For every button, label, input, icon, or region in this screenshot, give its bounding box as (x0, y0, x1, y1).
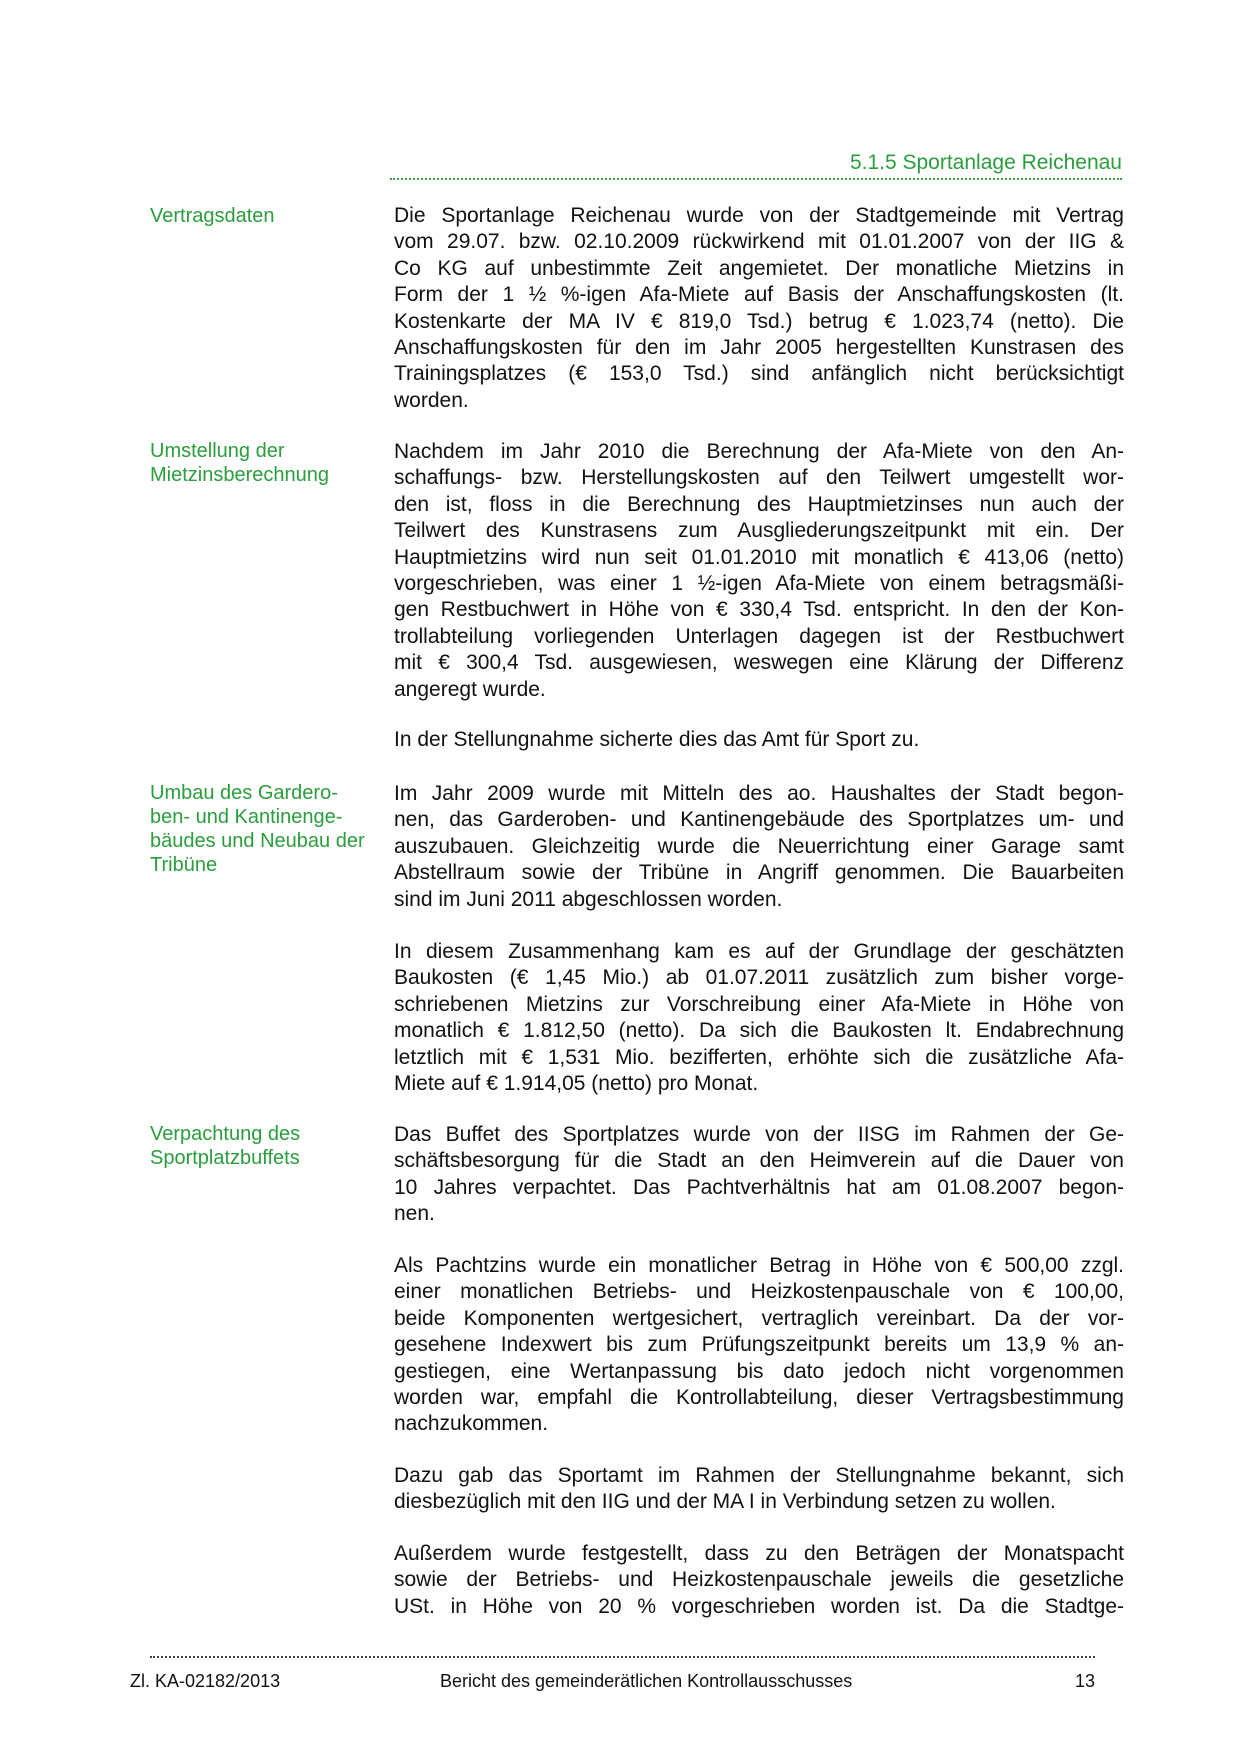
paragraph-umstellung (394, 439, 1124, 703)
text-line: mit € 300,4 Tsd. ausgewiesen, weswegen eine Klärung der Differenz (394, 651, 1124, 675)
footer-divider (150, 1656, 1095, 1658)
text-line: einer monatlichen Betriebs- und Heizkostenpauschale von € 100,00, (394, 1280, 1124, 1304)
text-line: schriebenen Mietzins zur Vorschreibung einer Afa-Miete in Höhe von (394, 992, 1124, 1016)
sidenote-umstellung (150, 439, 390, 487)
text-line: Im Jahr 2009 wurde mit Mitteln des ao. Haushaltes der Stadt begon- (394, 782, 1124, 805)
text-line: Die Sportanlage Reichenau wurde von der Stadtgemeinde mit Vertrag (394, 204, 1124, 227)
text-line: Außerdem wurde festgestellt, dass zu den Beträgen der Monatspacht (394, 1542, 1124, 1565)
sidenote-line: ben- und Kantinenge- (150, 806, 343, 828)
text-line: worden war, empfahl die Kontrollabteilung, dieser Vertragsbestimmung (394, 1386, 1124, 1410)
text-line: Baukosten (€ 1,45 Mio.) ab 01.07.2011 zusätzlich zum bisher vorge- (394, 966, 1124, 990)
paragraph-verpachtung (394, 1122, 1124, 1228)
text-line: sind im Juni 2011 abgeschlossen worden. (394, 887, 783, 911)
footer-reference: Zl. KA-02182/2013 (130, 1671, 281, 1691)
text-line: letztlich mit € 1,531 Mio. bezifferten, erhöhte sich die zusätzliche Afa- (394, 1045, 1124, 1069)
sidenote-line: Vertragsdaten (150, 205, 275, 227)
text-line: monatlich € 1.812,50 (netto). Da sich die Baukosten lt. Endabrechnung (394, 1019, 1124, 1043)
text-line: Co KG auf unbestimmte Zeit angemietet. Der monatliche Mietzins in (394, 256, 1124, 280)
section-title: 5.1.5 Sportanlage Reichenau (849, 151, 1122, 174)
sidenote-verpachtung (150, 1122, 390, 1170)
header-divider (390, 178, 1122, 180)
page-number: 13 (1074, 1671, 1095, 1691)
text-line: Trainingsplatzes (€ 153,0 Tsd.) sind anfänglich nicht berücksichtigt (394, 362, 1124, 386)
footer-report-title: Bericht des gemeinderätlichen Kontrollausschusses (440, 1671, 853, 1691)
text-line: Abstellraum sowie der Tribüne in Angriff genommen. Die Bauarbeiten (394, 861, 1124, 885)
text-line: Das Buffet des Sportplatzes wurde von der IISG im Rahmen der Ge- (394, 1123, 1124, 1146)
text-line: angeregt wurde. (394, 677, 546, 701)
text-line: USt. in Höhe von 20 % vorgeschrieben worden ist. Da die Stadtge- (394, 1594, 1124, 1618)
text-line: In der Stellungnahme sicherte dies das Amt für Sport zu. (394, 728, 920, 751)
text-line: gestiegen, eine Wertanpassung bis dato jedoch nicht vorgenommen (394, 1359, 1124, 1383)
text-line: Als Pachtzins wurde ein monatlicher Betrag in Höhe von € 500,00 zzgl. (394, 1254, 1124, 1277)
text-line: Miete auf € 1.914,05 (netto) pro Monat. (394, 1072, 759, 1096)
text-line: Dazu gab das Sportamt im Rahmen der Stellungnahme bekannt, sich (394, 1464, 1124, 1487)
text-line: nen. (394, 1202, 435, 1226)
sidenote-line: Umbau des Gardero- (150, 782, 338, 804)
text-line: Form der 1 ½ %-igen Afa-Miete auf Basis der Anschaffungskosten (lt. (394, 283, 1124, 307)
text-line: sowie der Betriebs- und Heizkostenpauschale jeweils die gesetzliche (394, 1568, 1124, 1592)
text-line: schäftsbesorgung für die Stadt an den Heimverein auf die Dauer von (394, 1149, 1124, 1173)
text-line: Anschaffungskosten für den im Jahr 2005 hergestellten Kunstrasen des (394, 336, 1124, 360)
text-line: vorgeschrieben, was einer 1 ½-igen Afa-Miete von einem betragsmäßi- (394, 572, 1124, 596)
sidenote-line: Verpachtung des (150, 1123, 301, 1145)
text-line: In diesem Zusammenhang kam es auf der Grundlage der geschätzten (394, 940, 1124, 963)
text-line: den ist, floss in die Berechnung des Hauptmietzinses nun auch der (394, 492, 1124, 516)
text-line: vom 29.07. bzw. 02.10.2009 rückwirkend mit 01.01.2007 von der IIG & (394, 230, 1124, 254)
text-line: Teilwert des Kunstrasens zum Ausgliederungszeitpunkt mit ein. Der (394, 519, 1124, 543)
text-line: gesehene Indexwert bis zum Prüfungszeitpunkt bereits um 13,9 % an- (394, 1333, 1124, 1357)
sidenote-line: Umstellung der (150, 440, 285, 462)
text-line: auszubauen. Gleichzeitig wurde die Neuerrichtung einer Garage samt (394, 834, 1124, 858)
text-line: schaffungs- bzw. Herstellungskosten auf den Teilwert umgestellt wor- (394, 466, 1124, 490)
sidenote-line: Tribüne (150, 854, 218, 876)
text-line: trollabteilung vorliegenden Unterlagen dagegen ist der Restbuchwert (394, 624, 1124, 648)
paragraph-sportamt (394, 1463, 1124, 1516)
paragraph-stellungnahme (394, 727, 1124, 753)
text-line: worden. (394, 388, 469, 412)
paragraph-umbau (394, 781, 1124, 913)
text-line: nachzukommen. (394, 1412, 549, 1436)
paragraph-pachtzins (394, 1253, 1124, 1438)
text-line: beide Komponenten wertgesichert, vertraglich vereinbart. Da der vor- (394, 1306, 1124, 1330)
paragraph-ust (394, 1541, 1124, 1620)
paragraph-vertragsdaten (394, 203, 1124, 414)
text-line: gen Restbuchwert in Höhe von € 330,4 Tsd. entspricht. In den der Kon- (394, 598, 1124, 622)
sidenote-line: Sportplatzbuffets (150, 1147, 300, 1169)
paragraph-baukosten (394, 939, 1124, 1097)
sidenote-line: bäudes und Neubau der (150, 830, 365, 852)
text-line: nen, das Garderoben- und Kantinengebäude des Sportplatzes um- und (394, 808, 1124, 832)
text-line: diesbezüglich mit den IIG und der MA I in Verbindung setzen zu wollen. (394, 1490, 1056, 1514)
sidenote-vertragsdaten (150, 204, 390, 228)
text-line: Kostenkarte der MA IV € 819,0 Tsd.) betrug € 1.023,74 (netto). Die (394, 309, 1124, 333)
text-line: Nachdem im Jahr 2010 die Berechnung der Afa-Miete von den An- (394, 440, 1124, 463)
sidenote-umbau (150, 781, 390, 877)
sidenote-line: Mietzinsberechnung (150, 464, 329, 486)
text-line: Hauptmietzins wird nun seit 01.01.2010 mit monatlich € 413,06 (netto) (394, 545, 1124, 569)
text-line: 10 Jahres verpachtet. Das Pachtverhältnis hat am 01.08.2007 begon- (394, 1175, 1124, 1199)
